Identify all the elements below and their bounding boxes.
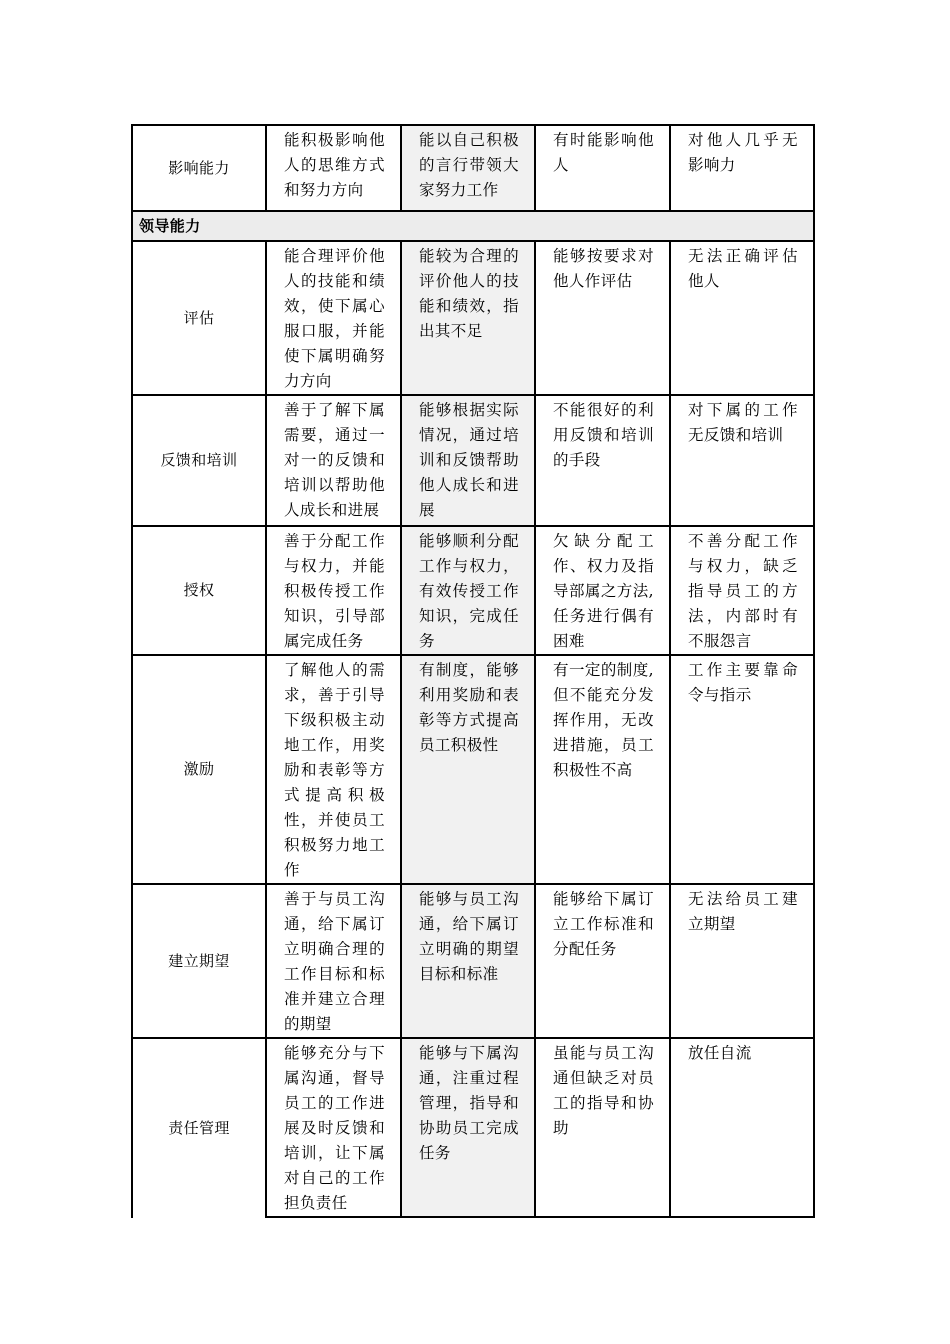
level-1-cell: 了解他人的需求，善于引导下级积极主动地工作，用奖励和表彰等方式提高积极性，并使员工积极努力地工作 <box>266 655 401 884</box>
section-title: 领导能力 <box>132 211 814 241</box>
row-name: 反馈和培训 <box>132 395 266 526</box>
row-name: 建立期望 <box>132 884 266 1038</box>
row-name: 影响能力 <box>132 125 266 211</box>
level-3-cell: 能够按要求对他人作评估 <box>535 241 670 395</box>
section-header-row <box>132 211 814 241</box>
level-2-cell: 能较为合理的评价他人的技能和绩效，指出其不足 <box>401 241 535 395</box>
level-1-cell: 善于分配工作与权力，并能积极传授工作知识，引导部属完成任务 <box>266 526 401 655</box>
level-4-cell: 对他人几乎无影响力 <box>670 125 814 211</box>
level-1-cell: 善于了解下属需要，通过一对一的反馈和培训以帮助他人成长和进展 <box>266 395 401 526</box>
level-2-cell: 能够与员工沟通，给下属订立明确的期望目标和标准 <box>401 884 535 1038</box>
level-2-cell: 能够顺利分配工作与权力，有效传授工作知识，完成任务 <box>401 526 535 655</box>
level-1-cell: 能够充分与下属沟通，督导员工的工作进展及时反馈和培训，让下属对自己的工作担负责任 <box>266 1038 401 1217</box>
level-1-cell: 能积极影响他人的思维方式和努力方向 <box>266 125 401 211</box>
level-4-cell: 工作主要靠命令与指示 <box>670 655 814 884</box>
level-1-cell: 善于与员工沟通，给下属订立明确合理的工作目标和标准并建立合理的期望 <box>266 884 401 1038</box>
level-3-cell: 不能很好的利用反馈和培训的手段 <box>535 395 670 526</box>
row-name: 评估 <box>132 241 266 395</box>
left-border-continuation <box>131 1196 133 1218</box>
table-row <box>132 395 814 526</box>
table-row <box>132 241 814 395</box>
level-3-cell: 欠缺分配工作、权力及指导部属之方法,任务进行偶有困难 <box>535 526 670 655</box>
level-3-cell: 虽能与员工沟通但缺乏对员工的指导和协助 <box>535 1038 670 1217</box>
level-2-cell: 有制度，能够利用奖励和表彰等方式提高员工积极性 <box>401 655 535 884</box>
table-row <box>132 1038 814 1217</box>
level-2-cell: 能够与下属沟通，注重过程管理，指导和协助员工完成任务 <box>401 1038 535 1217</box>
row-name: 责任管理 <box>132 1038 266 1217</box>
level-4-cell: 放任自流 <box>670 1038 814 1217</box>
level-4-cell: 对下属的工作无反馈和培训 <box>670 395 814 526</box>
level-3-cell: 有时能影响他人 <box>535 125 670 211</box>
table-row <box>132 884 814 1038</box>
table-row <box>132 655 814 884</box>
level-4-cell: 不善分配工作与权力，缺乏指导员工的方法，内部时有不服怨言 <box>670 526 814 655</box>
level-4-cell: 无法给员工建立期望 <box>670 884 814 1038</box>
level-2-cell: 能够根据实际情况，通过培训和反馈帮助他人成长和进展 <box>401 395 535 526</box>
level-3-cell: 有一定的制度,但不能充分发挥作用，无改进措施，员工积极性不高 <box>535 655 670 884</box>
competency-table <box>131 124 815 1218</box>
table-row-influence <box>132 125 814 211</box>
level-4-cell: 无法正确评估他人 <box>670 241 814 395</box>
row-name: 授权 <box>132 526 266 655</box>
table-row <box>132 526 814 655</box>
level-3-cell: 能够给下属订立工作标准和分配任务 <box>535 884 670 1038</box>
row-name: 激励 <box>132 655 266 884</box>
level-2-cell: 能以自己积极的言行带领大家努力工作 <box>401 125 535 211</box>
level-1-cell: 能合理评价他人的技能和绩效，使下属心服口服，并能使下属明确努力方向 <box>266 241 401 395</box>
